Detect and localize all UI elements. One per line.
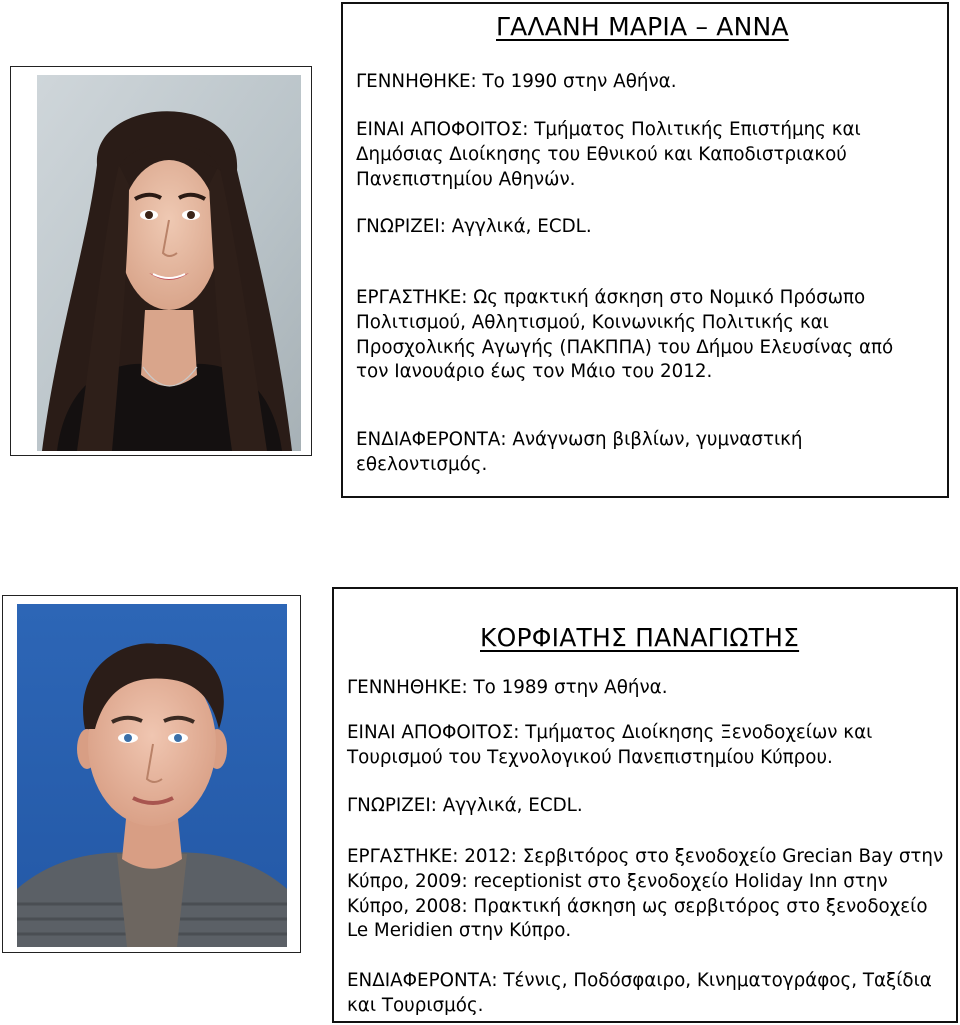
work-label: ΕΡΓΑΣΤΗΚΕ: [356, 287, 468, 308]
portrait-photo-person1 [37, 75, 301, 451]
graduate-line [356, 118, 916, 192]
graduate-line [347, 721, 947, 771]
work-line [356, 286, 926, 385]
born-label: ΓΕΝΝΗΘΗΚΕ: [347, 677, 468, 698]
graduate-value: Τμήματος Διοίκησης Ξενοδοχείων και Τουρισμού του Τεχνολογικού Πανεπιστημίου Κύπρου. [347, 722, 873, 768]
interests-label: ΕΝΔΙΑΦΕΡΟΝΤΑ: [347, 970, 498, 991]
photo-frame-person1 [10, 66, 312, 456]
languages-value: Αγγλικά, ECDL. [442, 795, 583, 816]
person-name: ΚΟΡΦΙΑΤΗΣ ΠΑΝΑΓΙΩΤΗΣ [480, 623, 800, 652]
portrait-photo-person2 [17, 604, 287, 947]
interests-label: ΕΝΔΙΑΦΕΡΟΝΤΑ: [356, 429, 507, 450]
languages-label: ΓΝΩΡΙΖΕΙ: [356, 216, 446, 237]
born-line [347, 676, 947, 701]
born-label: ΓΕΝΝΗΘΗΚΕ: [356, 71, 477, 92]
graduate-label: ΕΙΝΑΙ ΑΠΟΦΟΙΤΟΣ: [347, 722, 520, 743]
graduate-label: ΕΙΝΑΙ ΑΠΟΦΟΙΤΟΣ: [356, 119, 529, 140]
languages-value: Αγγλικά, ECDL. [451, 216, 592, 237]
person-name: ΓΑΛΑΝΗ ΜΑΡΙΑ – ΑΝΝΑ [496, 12, 789, 41]
work-label: ΕΡΓΑΣΤΗΚΕ: [347, 846, 459, 867]
photo-frame-person2 [2, 595, 301, 953]
interests-line [347, 969, 947, 1019]
languages-label: ΓΝΩΡΙΖΕΙ: [347, 795, 437, 816]
interests-value: Ανάγνωση βιβλίων, γυμναστική εθελοντισμός. [356, 429, 803, 475]
interests-value: Τέννις, Ποδόσφαιρο, Κινηματογράφος, Ταξίδια και Τουρισμός. [347, 970, 932, 1016]
interests-line [356, 428, 876, 478]
work-value: 2012: Σερβιτόρος στο ξενοδοχείο Grecian Bay στην Κύπρο, 2009: receptionist στο ξενοδοχείο Holiday Inn στην Κύπρο, 2008: Πρακτική άσκηση ως σερβιτόρος στο ξενοδοχείο Le Meridien στην Κύπρο. [347, 846, 944, 942]
languages-line [356, 215, 926, 240]
born-value: Το 1990 στην Αθήνα. [482, 71, 677, 92]
bio-card-person1 [341, 2, 949, 498]
graduate-value: Τμήματος Πολιτικής Επιστήμης και Δημόσιας Διοίκησης του Εθνικού και Καποδιστριακού Πανεπιστημίου Αθηνών. [356, 119, 861, 190]
work-value: Ως πρακτική άσκηση στο Νομικό Πρόσωπο Πολιτισμού, Αθλητισμού, Κοινωνικής Πολιτικής και Προσχολικής Αγωγής (ΠΑΚΠΠΑ) του Δήμου Ελευσίνας από τον Ιανουάριο έως τον Μάιο του 2012. [356, 287, 894, 383]
languages-line [347, 794, 947, 819]
born-line [356, 70, 926, 95]
born-value: Το 1989 στην Αθήνα. [473, 677, 668, 698]
work-line [347, 845, 947, 944]
bio-card-person2 [332, 587, 958, 1023]
